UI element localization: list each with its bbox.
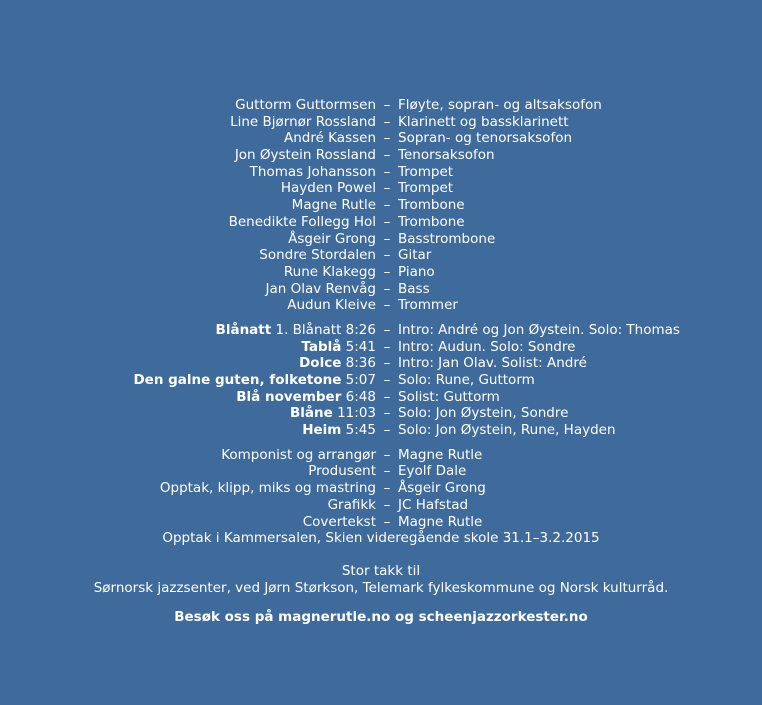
- musician-row: [0, 164, 762, 181]
- production-label: Covertekst: [302, 513, 376, 530]
- dash-separator: –: [383, 113, 391, 130]
- track-row: [0, 322, 762, 339]
- musician-row: [0, 147, 762, 164]
- track-row: [0, 372, 762, 389]
- musician-name: Audun Kleive: [287, 297, 376, 314]
- musician-row: [0, 114, 762, 131]
- musician-row: [0, 297, 762, 314]
- production-label: Produsent: [308, 463, 376, 480]
- track-title: Blåne: [290, 405, 333, 422]
- dash-separator: –: [383, 463, 391, 480]
- track-row: [0, 405, 762, 422]
- track-duration: 5:41: [345, 338, 376, 355]
- musician-name: Jon Øystein Rossland: [234, 147, 376, 164]
- dash-separator: –: [383, 247, 391, 264]
- dash-separator: –: [383, 280, 391, 297]
- track-notes: Solo: Jon Øystein, Rune, Hayden: [398, 422, 616, 439]
- dash-separator: –: [383, 297, 391, 314]
- production-value: Magne Rutle: [398, 513, 483, 530]
- production-value: Eyolf Dale: [398, 463, 467, 480]
- musician-name: Magne Rutle: [291, 197, 376, 214]
- track-notes: Solo: Rune, Guttorm: [398, 372, 535, 388]
- track-duration: 5:07: [345, 372, 376, 388]
- production-row: [0, 447, 762, 464]
- track-heading: [0, 339, 376, 356]
- musician-row: [0, 247, 762, 264]
- production-row: [0, 463, 762, 480]
- musician-row: [0, 197, 762, 214]
- musician-role: Basstrombone: [398, 230, 496, 247]
- musician-name: Rune Klakegg: [283, 263, 376, 280]
- musician-name: Line Bjørnør Rossland: [230, 113, 376, 130]
- track-title: Heim: [302, 422, 342, 439]
- dash-separator: –: [383, 480, 391, 497]
- musician-role: Trommer: [398, 297, 458, 314]
- thanks-section: [0, 563, 762, 597]
- dash-separator: –: [383, 422, 391, 439]
- dash-separator: –: [383, 388, 391, 405]
- track-heading: [0, 405, 376, 422]
- production-row: [0, 514, 762, 531]
- track-title: Tablå: [301, 338, 342, 355]
- musician-role: Klarinett og bassklarinett: [398, 113, 569, 130]
- track-notes: Intro: Jan Olav. Solist: André: [398, 355, 587, 372]
- credits-block: [0, 97, 762, 547]
- thanks-line: Sørnorsk jazzsenter, ved Jørn Størkson, Telemark fylkeskommune og Norsk kulturråd.: [93, 580, 669, 596]
- dash-separator: –: [383, 513, 391, 530]
- track-list: [0, 322, 762, 439]
- track-row: [0, 355, 762, 372]
- track-heading: [0, 372, 376, 389]
- track-row: [0, 339, 762, 356]
- dash-separator: –: [383, 97, 391, 113]
- musician-row: [0, 281, 762, 298]
- dash-separator: –: [383, 355, 391, 372]
- dash-separator: –: [383, 213, 391, 230]
- track-title: Den galne guten, folketone: [133, 372, 342, 388]
- track-subtitle: 1. Blånatt: [275, 321, 342, 338]
- musician-role: Trompet: [398, 180, 454, 197]
- track-title: Blånatt: [215, 321, 272, 338]
- track-notes: Intro: André og Jon Øystein. Solo: Thomas: [398, 321, 680, 338]
- dash-separator: –: [383, 163, 391, 180]
- musician-row: [0, 180, 762, 197]
- musician-role: Fløyte, sopran- og altsaksofon: [398, 97, 602, 113]
- dash-separator: –: [383, 496, 391, 513]
- dash-separator: –: [383, 180, 391, 197]
- dash-separator: –: [383, 372, 391, 388]
- musician-list: [0, 97, 762, 314]
- musician-name: Sondre Stordalen: [259, 247, 376, 264]
- musician-name: Hayden Powel: [280, 180, 376, 197]
- recording-note: Opptak i Kammersalen, Skien videregående skole 31.1–3.2.2015: [162, 530, 600, 547]
- musician-name: Jan Olav Renvåg: [265, 280, 376, 297]
- track-title: Dolce: [299, 355, 342, 372]
- musician-row: [0, 231, 762, 248]
- dash-separator: –: [383, 405, 391, 422]
- track-duration: 8:36: [345, 355, 376, 372]
- musician-role: Trompet: [398, 163, 454, 180]
- dash-separator: –: [383, 147, 391, 164]
- dash-separator: –: [383, 321, 391, 338]
- track-notes: Solo: Jon Øystein, Sondre: [398, 405, 569, 422]
- track-duration: 11:03: [337, 405, 376, 422]
- visit-line: Besøk oss på magnerutle.no og scheenjazzorkester.no: [174, 609, 588, 625]
- dash-separator: –: [383, 446, 391, 463]
- production-label: Grafikk: [327, 496, 376, 513]
- musician-role: Tenorsaksofon: [398, 147, 495, 164]
- thanks-heading: Stor takk til: [341, 563, 421, 579]
- dash-separator: –: [383, 263, 391, 280]
- track-row: [0, 389, 762, 406]
- musician-role: Sopran- og tenorsaksofon: [398, 130, 573, 147]
- production-value: Magne Rutle: [398, 446, 483, 463]
- musician-row: [0, 130, 762, 147]
- musician-role: Trombone: [398, 197, 465, 214]
- track-title: Blå november: [236, 388, 342, 405]
- track-row: [0, 422, 762, 439]
- musician-name: André Kassen: [283, 130, 376, 147]
- track-duration: 5:45: [345, 422, 376, 439]
- production-row: [0, 480, 762, 497]
- musician-row: [0, 97, 762, 114]
- musician-role: Piano: [398, 263, 435, 280]
- musician-name: Guttorm Guttormsen: [235, 97, 376, 113]
- musician-name: Benedikte Follegg Hol: [228, 213, 376, 230]
- musician-name: Thomas Johansson: [249, 163, 376, 180]
- musician-role: Trombone: [398, 213, 465, 230]
- musician-name: Åsgeir Grong: [288, 230, 376, 247]
- musician-row: [0, 214, 762, 231]
- musician-row: [0, 264, 762, 281]
- production-value: JC Hafstad: [398, 496, 469, 513]
- production-label: Komponist og arrangør: [221, 446, 376, 463]
- track-heading: [0, 389, 376, 406]
- production-value: Åsgeir Grong: [398, 480, 486, 497]
- production-row: [0, 497, 762, 514]
- dash-separator: –: [383, 197, 391, 214]
- track-duration: 6:48: [345, 388, 376, 405]
- dash-separator: –: [383, 130, 391, 147]
- musician-role: Gitar: [398, 247, 432, 264]
- track-heading: [0, 322, 376, 339]
- production-label: Opptak, klipp, miks og mastring: [159, 480, 376, 497]
- musician-role: Bass: [398, 280, 430, 297]
- track-notes: Intro: Audun. Solo: Sondre: [398, 338, 576, 355]
- production-credits: [0, 447, 762, 530]
- track-heading: [0, 422, 376, 439]
- track-notes: Solist: Guttorm: [398, 388, 500, 405]
- dash-separator: –: [383, 338, 391, 355]
- track-duration: 8:26: [345, 321, 376, 338]
- track-heading: [0, 355, 376, 372]
- dash-separator: –: [383, 230, 391, 247]
